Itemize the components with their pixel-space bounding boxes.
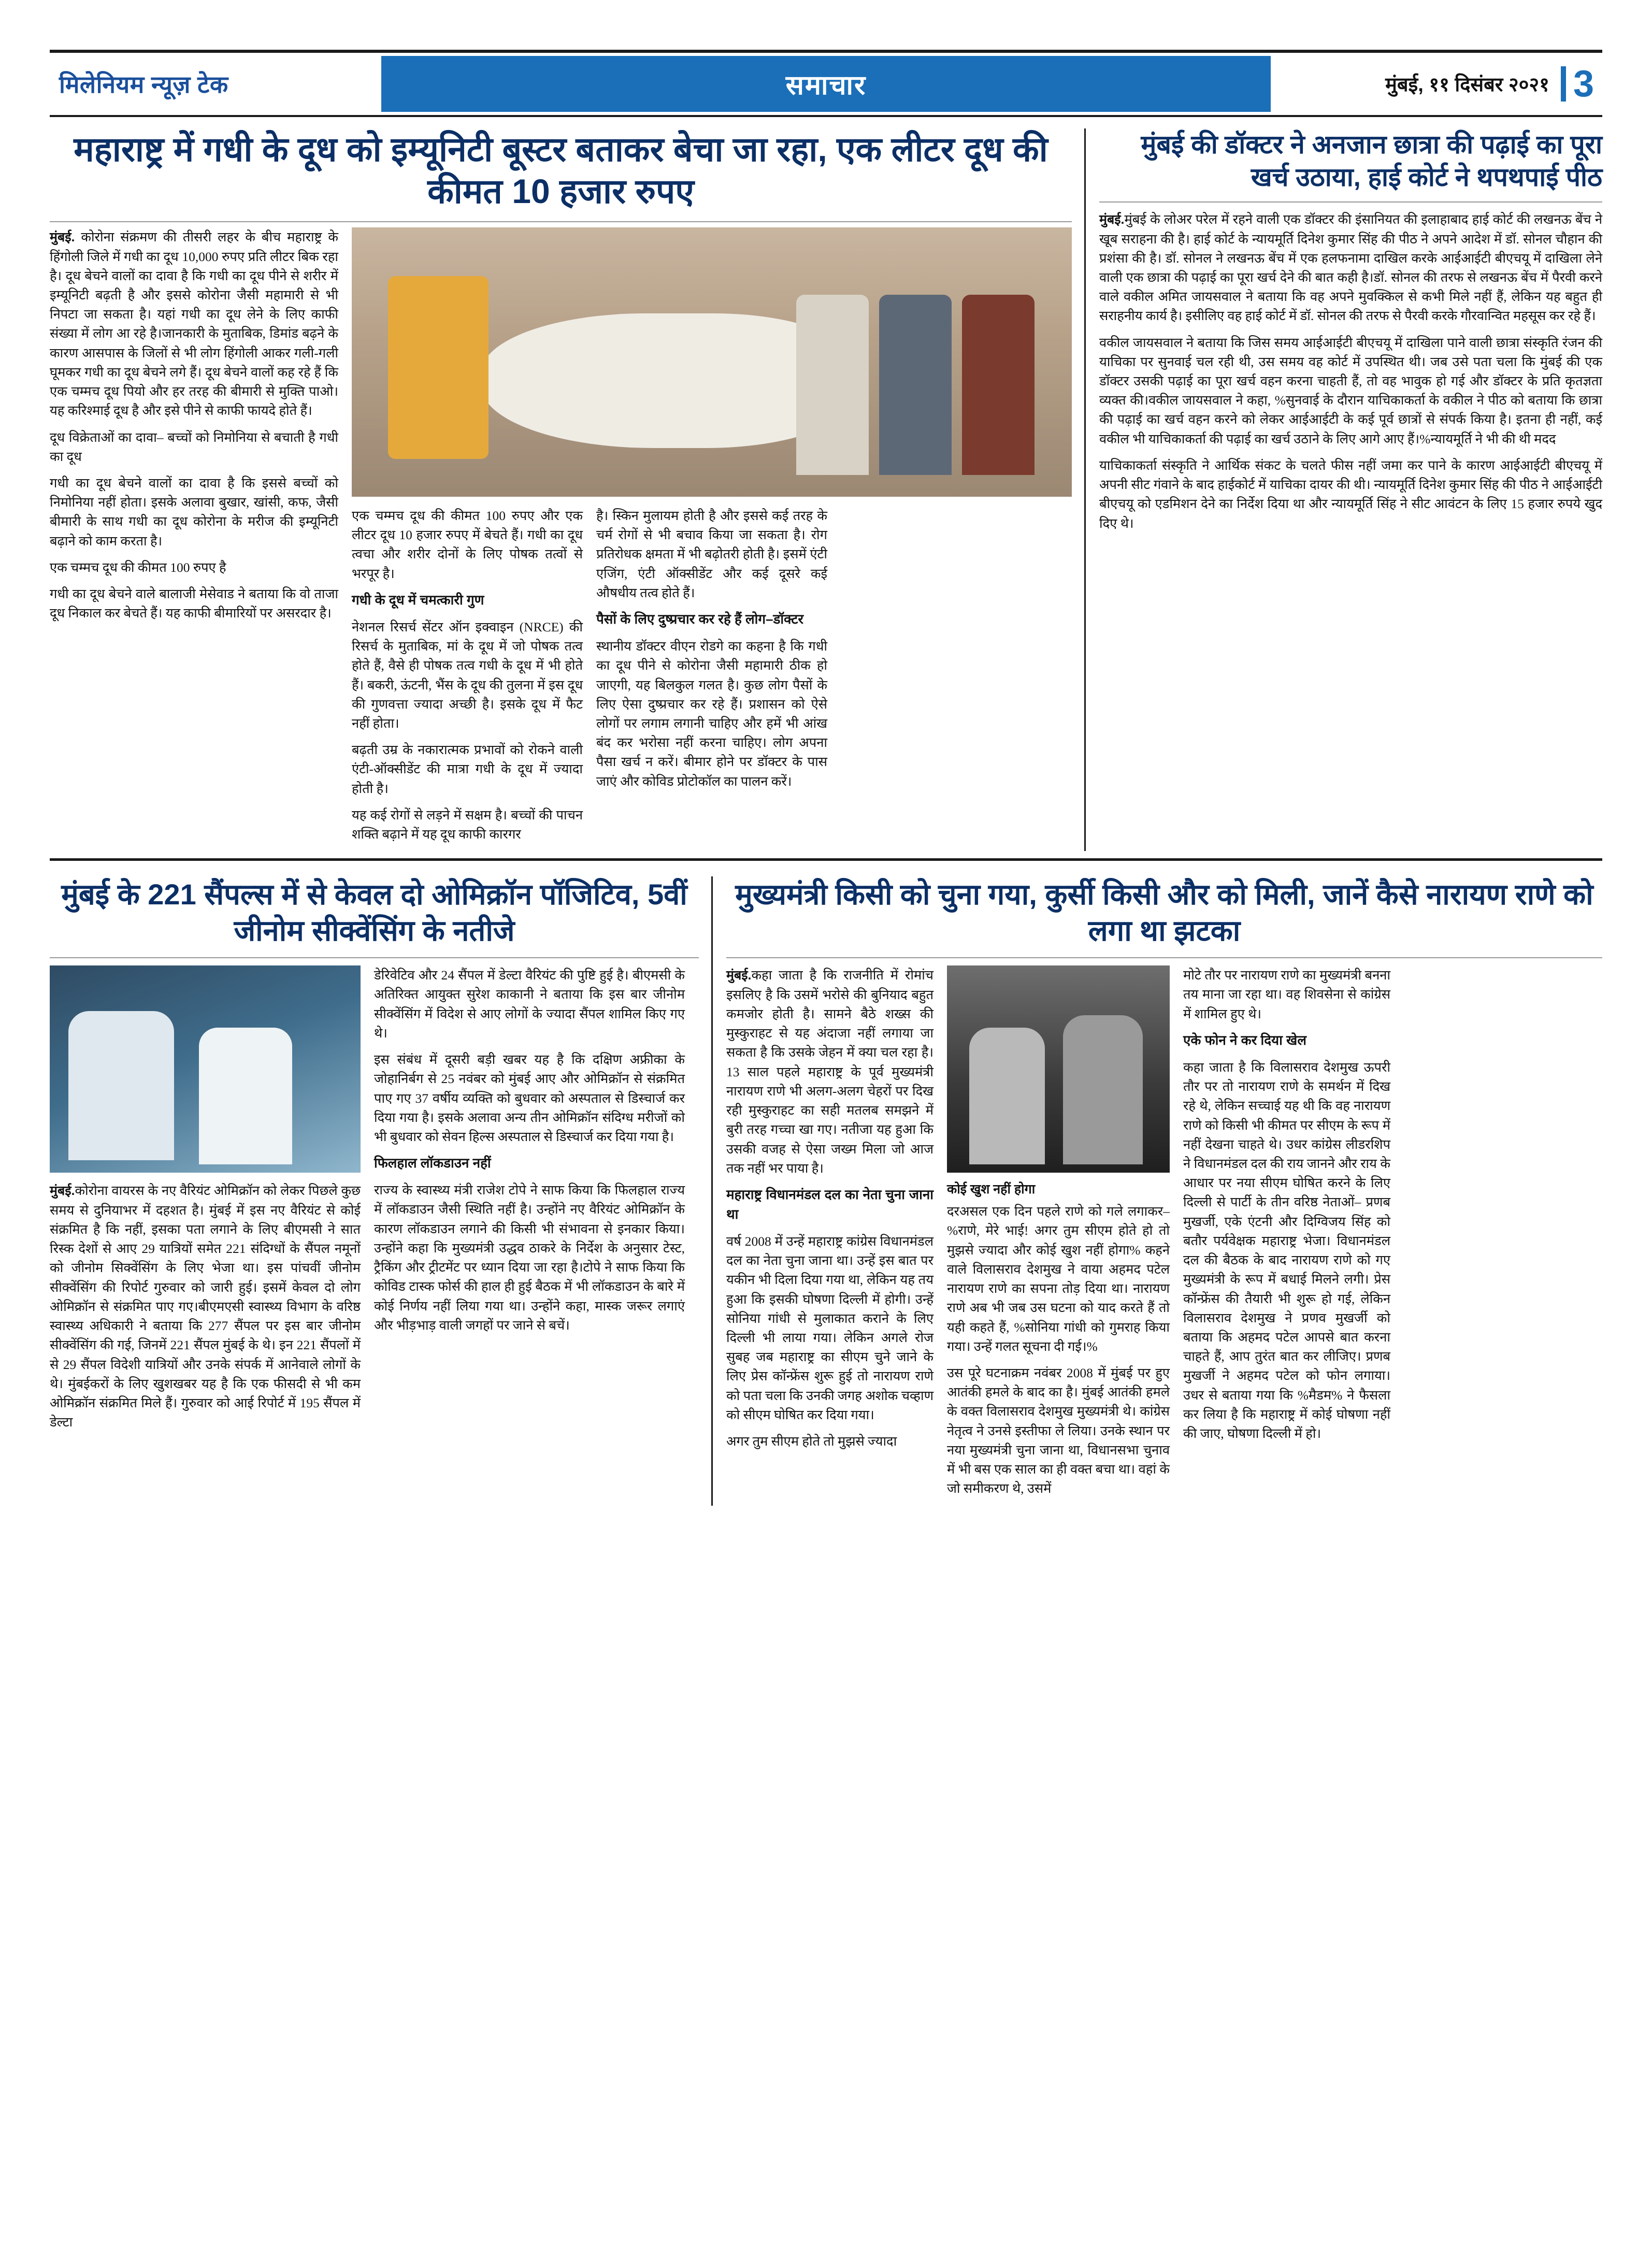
article4-para-2: वर्ष 2008 में उन्हें महाराष्ट्र कांग्रेस विधानमंडल दल का नेता चुना जाना था। उन्हें इस बात पर यकीन भी दिला दिया गया था, लेकिन यह तय हुआ कि इसकी घोषणा दिल्ली में होगी। उन्हें सोनिया गांधी से मुलाकात कराने के लिए दिल्ली भी लाया गया। लेकिन अगले रोज सुबह जब महाराष्ट्र का सीएम चुने जाने के लिए प्रेस कॉन्फ्रेंस शुरू हुई तो नारायण राणे को पता चला कि उनकी जगह अशोक चव्हाण को सीएम घोषित कर दिया गया। — [726, 1233, 933, 1422]
article3-photo-ppe-workers — [50, 965, 361, 1173]
article1-c2-p1: एक चम्मच दूध की कीमत 100 रुपए और एक लीटर दूध 10 हजार रुपए में बेचते हैं। गधी का दूध त्वचा और शरीर दोनों के लिए पोषक तत्वों से भरपूर है। — [352, 508, 583, 581]
article4-para-3: अगर तुम सीएम होते तो मुझसे ज्यादा — [726, 1434, 897, 1449]
article4-headline: मुख्यमंत्री किसी को चुना गया, कुर्सी किसी और को मिली, जानें कैसे नारायण राणे को लगा था झटका — [735, 878, 1593, 947]
publication-logo: मिलेनियम न्यूज़ टेक — [59, 71, 228, 98]
article4-city: मुंबई. — [726, 968, 752, 983]
article4-subhead-2: एके फोन ने कर दिया खेल — [1183, 1032, 1306, 1048]
article1-c3-subhead: पैसों के लिए दुष्प्रचार कर रहे हैं लोग–डॉक्टर — [596, 611, 804, 627]
article1-c3-p2: स्थानीय डॉक्टर वीएन रोडगे का कहना है कि गधी का दूध पीने से कोरोना जैसी महामारी ठीक हो जाएगी, यह बिलकुल गलत है। कुछ लोग पैसों के लिए ऐसा दुष्प्रचार कर रहे हैं। प्रशासन को ऐसे लोगों पर लगाम लगानी चाहिए और हमें भी आंख बंद कर भरोसा नहीं करना चाहिए। लोग अपना पैसा खर्च न करें। बीमार होने पर डॉक्टर के पास जाएं और कोविड प्रोटोकॉल का पालन करें। — [596, 639, 827, 789]
article1-photo-donkey — [352, 227, 1072, 497]
article3-para-1: कोरोना वायरस के नए वैरियंट ओमिक्रॉन को लेकर पिछले कुछ समय से दुनियाभर में दहशत है। मुंबई में इस नए वैरियंट से कोई संक्रमित है कि नहीं, इसका पता लगाने के लिए बीएमसी ने सात रिस्क देशों से आए 29 यात्रियों समेत 221 संदिग्धों के सैंपल नमूनों को जीनोम सिक्वेंसिंग के लिए भेजा था। इस पांचवीं जीनोम सीक्वेंसिंग की रिपोर्ट गुरुवार को जारी हुई। इसमें केवल दो लोग ओमिक्रॉन से संक्रमित पाए गए।बीएमएसी स्वास्थ्य विभाग के वरिष्ठ स्वास्थ्य अधिकारी ने बताया कि 277 सैंपल पर इस बार जीनोम सीक्वेंसिंग की गई, जिनमें 221 सैंपल मुंबई के थे। इन 221 सैंपलों में से 29 सैंपल विदेशी यात्रियों और उनके संपर्क में आनेवाले लोगों के थे। मुंबईकरों के लिए खुशखबर यह है कि एक फीसदी से भी कम ओमिक्रॉन संक्रमित मिले हैं। गुरुवार को आई रिपोर्ट में 195 सैंपल में डेल्टा — [50, 1183, 361, 1430]
article1-sub-columns — [352, 506, 1072, 851]
article4-col-2 — [947, 965, 1170, 1505]
page-number: 3 — [1561, 66, 1594, 102]
article4-c3-p2: कहा जाता है कि विलासराव देशमुख ऊपरी तौर पर तो नारायण राणे के समर्थन में दिख रहे थे, लेकिन सच्चाई यह थी कि वह नारायण राणे को किसी भी कीमत पर सीएम के रूप में नहीं देखना चाहते थे। उधर कांग्रेस लीडरशिप ने विधानमंडल दल की राय जानने और राय के आधार पर नया सीएम घोषित करने के लिए दिल्ली से पार्टी के तीन वरिष्ठ नेताओं– प्रणब मुखर्जी, एके एंटनी और दिग्विजय सिंह को बतौर पर्यवेक्षक महाराष्ट्र भेजा। विधानमंडल दल की बैठक के बाद नारायण राणे को गए मुख्यमंत्री के रूप में बधाई मिलने लगी। प्रेस कॉन्फ्रेंस की तैयारी भी शुरू हो गई, लेकिन विलासराव देशमुख ने प्रणव मुखर्जी को बताया कि अहमद पटेल आपसे बात करना चाहते हैं, आप तुरंत बात कर लीजिए। प्रणब मुखर्जी ने अहमद पटेल को फोन लगाया। उधर से बताया गया कि %मैडम% ने फैसला कर लिया है कि महाराष्ट्र में कोई घोषणा नहीं की जाए, घोषणा दिल्ली में हो। — [1183, 1059, 1390, 1441]
bottom-section — [50, 869, 1602, 1505]
section-title: समाचार — [785, 70, 867, 100]
divider — [1099, 201, 1602, 203]
article1-para-5: गधी का दूध बेचने वाले बालाजी मेसेवाड ने बताया कि वो ताजा दूध निकाल कर बेचते हैं। यह काफी बीमारियों पर असरदार है। — [50, 586, 338, 621]
article4-para-1: कहा जाता है कि राजनीति में रोमांच इसलिए है कि उसमें भरोसे की बुनियाद बहुत कमजोर होती है। सामने बैठे शख्स की मुस्कुराहट से यह अंदाजा नहीं लगाया जा सकता है कि उसके जेहन में क्या चल रहा है। 13 साल पहले महाराष्ट्र के पूर्व मुख्यमंत्री नारायण राणे भी अलग-अलग चेहरों पर दिख रही मुस्कुराहट का सही मतलब समझने में बुरी तरह गच्चा खा गए। नतीजा यह हुआ कि उसकी वजह से ऐसा जख्म मिला जो आज तक नहीं भर पाया है। — [726, 968, 933, 1176]
article4-photo-caption: कोई खुश नहीं होगा — [947, 1182, 1036, 1197]
article3-city: मुंबई. — [50, 1184, 75, 1199]
article1-columns — [50, 227, 1072, 851]
divider — [50, 221, 1072, 222]
article-doctor-fees — [1086, 128, 1602, 851]
article3-col-2 — [374, 965, 685, 1439]
article-donkey-milk — [50, 128, 1086, 851]
article1-col-2 — [352, 506, 583, 851]
article-cm-chair — [713, 876, 1602, 1505]
article2-city: मुंबई. — [1099, 212, 1125, 227]
article1-para-3: गधी का दूध बेचने वालों का दावा है कि इससे बच्चों को निमोनिया नहीं होता। इसके अलावा बुखार, खांसी, कफ, जैसी बीमारी के साथ गधी का दूध कोरोना के मरीज की इम्यूनिटी बढ़ाने को काम करता है। — [50, 475, 338, 549]
masthead — [50, 50, 1602, 117]
article2-para-2: वकील जायसवाल ने बताया कि जिस समय आईआईटी बीएचयू में दाखिला पाने वाली छात्रा संस्कृति रंजन की याचिका पर सुनवाई चल रही थी, उस समय वह कोर्ट में उपस्थित थी। जब उसे पता चला कि मुंबई की एक डॉक्टर उसकी पढ़ाई का पूरा खर्च वहन करना चाहती हैं, तो वह भावुक हो गई और डॉक्टर के प्रति कृतज्ञता व्यक्त की।वकील जायसवाल ने कहा, %सुनवाई के दौरान याचिकाकर्ता के वकील ने पीठ को बताया कि छात्रा की पढ़ाई का खर्च वहन करने को लेकर आईआईटी के कई पूर्व छात्रों से संपर्क किया है। इतना ही नहीं, कई वकील भी याचिकाकर्ता की पढ़ाई का खर्च उठाने के लिए आगे आए हैं।%न्यायमूर्ति ने भी की थी मदद — [1099, 335, 1602, 446]
article1-city: मुंबई. — [50, 230, 75, 245]
top-section — [50, 128, 1602, 851]
article3-lead-para — [50, 1181, 361, 1432]
article1-c2-p3: बढ़ती उम्र के नकारात्मक प्रभावों को रोकने वाली एंटी-ऑक्सीडेंट की मात्रा गधी के दूध में ज्यादा होती है। — [352, 742, 583, 796]
article2-headline: मुंबई की डॉक्टर ने अनजान छात्रा की पढ़ाई का पूरा खर्च उठाया, हाई कोर्ट ने थपथपाई पीठ — [1141, 130, 1602, 192]
masthead-right — [1271, 53, 1602, 115]
article4-c3-p1: मोटे तौर पर नारायण राणे का मुख्यमंत्री बनना तय माना जा रहा था। वह शिवसेना से कांग्रेस में शामिल हुए थे। — [1183, 968, 1390, 1021]
article4-photo-leaders — [947, 965, 1170, 1173]
divider — [726, 957, 1602, 958]
section-divider — [50, 858, 1602, 861]
article1-col-4-spacer — [841, 506, 1072, 851]
article-omicron-samples — [50, 876, 713, 1505]
article3-headline: मुंबई के 221 सैंपल्स में से केवल दो ओमिक्रॉन पॉजिटिव, 5वीं जीनोम सीक्वेंसिंग के नतीजे — [61, 878, 687, 947]
article1-col-1 — [50, 227, 338, 851]
article1-col-wide — [352, 227, 1072, 851]
article3-col-1 — [50, 965, 361, 1439]
article1-c2-subhead: गधी के दूध में चमत्कारी गुण — [352, 592, 484, 608]
article1-headline: महाराष्ट्र में गधी के दूध को इम्यूनिटी बूस्टर बताकर बेचा जा रहा, एक लीटर दूध की कीमत 10 हजार रुपए — [74, 130, 1048, 210]
article1-c3-p1: है। स्किन मुलायम होती है और इससे कई तरह के चर्म रोगों से भी बचाव किया जा सकता है। रोग प्रतिरोधक क्षमता में भी बढ़ोतरी होती है। इसमें एंटी एजिंग, एंटी ऑक्सीडेंट और कई दूसरे कई औषधीय तत्व होते हैं। — [596, 508, 827, 600]
page-inner — [50, 50, 1602, 2217]
article4-c2-p2: उस पूरे घटनाक्रम नवंबर 2008 में मुंबई पर हुए आतंकी हमले के बाद का है। मुंबई आतंकी हमले के वक्त विलासराव देशमुख मुख्यमंत्री थे। कांग्रेस नेतृत्व ने उनसे इस्तीफा ले लिया। उनके स्थान पर नया मुख्यमंत्री चुना जाना था, विधानसभा चुनाव में भी बस एक साल का ही वक्त बचा था। वहां के जो समीकरण थे, उसमें — [947, 1365, 1170, 1496]
article2-para-1: मुंबई के लोअर परेल में रहने वाली एक डॉक्टर की इंसानियत की इलाहाबाद हाई कोर्ट की लखनऊ बेंच ने खूब सराहना की है। हाई कोर्ट के न्यायमूर्ति दिनेश कुमार सिंह की पीठ ने अपने आदेश में डॉ. सोनल चौहान की प्रशंसा की है। डॉ. सोनल ने लखनऊ बेंच में एक हलफनामा दाखिल करके आईआईटी बीएचयू में दाखिला लेने वाली एक छात्रा की पढ़ाई का पूरा खर्च देने की बात कही है।डॉ. सोनल की तरफ से लखनऊ बेंच में पैरवी करने वाले वकील अमित जायसवाल ने बताया कि वह अपने मुवक्किल से कभी मिले नहीं हैं, लेकिन यह बहुत ही सराहनीय कार्य है। इसीलिए वह हाई कोर्ट में डॉ. सोनल की तरफ से पैरवी करके गौरवान्वित महसूस कर रहे हैं। — [1099, 212, 1602, 324]
article1-para-4: एक चम्मच दूध की कीमत 100 रुपए है — [50, 559, 226, 575]
article1-lead-para — [50, 227, 338, 420]
section-banner — [381, 56, 1271, 112]
article1-col-3 — [596, 506, 827, 851]
article4-col-1 — [726, 965, 933, 1505]
article2-lead-para — [1099, 210, 1602, 326]
article3-c2-p1: डेरिवेटिव और 24 सैंपल में डेल्टा वैरियंट की पुष्टि हुई है। बीएमसी के अतिरिक्त आयुक्त सुरेश काकानी ने बताया कि इस बार जीनोम सीक्वेंसिंग में विदेश से आए लोगों के ज्यादा सैंपल शामिल किए गए थे। — [374, 968, 685, 1041]
article3-columns — [50, 965, 699, 1439]
article2-para-3: याचिकाकर्ता संस्कृति ने आर्थिक संकट के चलते फीस नहीं जमा कर पाने के कारण आईआईटी बीएचयू में अपनी सीट गंवाने के बाद हाईकोर्ट में याचिका दायर की थी। न्यायमूर्ति दिनेश कुमार सिंह की पीठ ने आईआईटी बीएचयू को एडमिशन देने का निर्देश दिया था और न्यायमूर्ति सिंह ने सीट आवंटन के लिए 15 हजार रुपये खुद दिए थे। — [1099, 457, 1602, 531]
article1-para-1: कोरोना संक्रमण की तीसरी लहर के बीच महाराष्ट्र के हिंगोली जिले में गधी का दूध 10,000 रुपए प्रति लीटर बिक रहा है। दूध बेचने वालों का दावा है कि गधी का दूध पीने से शरीर में इम्यूनिटी बढ़ती है और इससे कोरोना जैसी महामारी से भी निपटा जा सकता है। यहां गधी का दूध लेने के लिए काफी संख्या में लोग आ रहे है।जानकारी के मुताबिक, डिमांड बढ़ने के कारण आसपास के जिलों से भी लोग हिंगोली आकर गली-गली घूमकर गधी का दूध बेचने लगे हैं। दूध बेचने वालों कह रहे हैं कि एक चम्मच दूध पियो और हर तरह की बीमारी से मुक्ति पाओ। यह करिश्माई दूध है और इसे पीने से काफी फायदे होते हैं। — [50, 229, 338, 419]
article4-col-3 — [1183, 965, 1390, 1505]
article4-lead-para — [726, 965, 933, 1178]
article1-c2-p2: नेशनल रिसर्च सेंटर ऑन इक्वाइन (NRCE) की रिसर्च के मुताबिक, मां के दूध में जो पोषक तत्व होते हैं, वैसे ही पोषक तत्व गधी के दूध में भी होते हैं। बकरी, ऊंटनी, भैंस के दूध की तुलना में इस दूध की गुणवत्ता ज्यादा अच्छी है। इसके दूध में फैट नहीं होता। — [352, 619, 583, 731]
article1-c2-p4: यह कई रोगों से लड़ने में सक्षम है। बच्चों की पाचन शक्ति बढ़ाने में यह दूध काफी कारगर — [352, 807, 583, 842]
article3-c2-p3: राज्य के स्वास्थ्य मंत्री राजेश टोपे ने साफ किया कि फिलहाल राज्य में लॉकडाउन जैसी स्थिति नहीं है। उन्होंने नए वैरियंट ओमिक्रॉन के कारण लॉकडाउन लगाने की किसी भी संभावना से इनकार किया। उन्होंने कहा कि मुख्यमंत्री उद्धव ठाकरे के निर्देश के अनुसार टेस्ट, ट्रैकिंग और ट्रीटमेंट पर ध्यान दिया जा रहा है।टोपे ने साफ किया कि कोविड टास्क फोर्स की हाल ही हुई बैठक में भी लॉकडाउन के बारे में कोई निर्णय नहीं लिया गया था। उन्होंने कहा, मास्क जरूर लगाएं और भीड़भाड़ वाली जगहों पर जाने से बचें। — [374, 1183, 685, 1333]
article3-c2-p2: इस संबंध में दूसरी बड़ी खबर यह है कि दक्षिण अफ्रीका के जोहानिर्बग से 25 नवंबर को मुंबई आए और ओमिक्रॉन से संक्रमित पाए गए 37 वर्षीय व्यक्ति को बुधवार को अस्पताल से डिस्चार्ज कर दिया गया है। इसके अलावा अन्य तीन ओमिक्रॉन संदिग्ध मरीजों को भी बुधवार को सेवन हिल्स अस्पताल से डिस्चार्ज कर दिया गया है। — [374, 1052, 685, 1145]
article4-c2-p1: दरअसल एक दिन पहले राणे को गले लगाकर– %राणे, मेरे भाई! अगर तुम सीएम होते हो तो मुझसे ज्यादा और कोई खुश नहीं होगा% कहने वाले विलासराव देशमुख ने वाया अहमद पटेल नारायण राणे का सपना तोड़ दिया था। नारायण राणे अब भी जब उस घटना को याद करते हैं तो यही कहते हैं, %सोनिया गांधी को गुमराह किया गया। उन्हें गलत सूचना दी गई।% — [947, 1204, 1170, 1354]
photo-figures — [791, 265, 1050, 475]
article4-subhead-1: महाराष्ट्र विधानमंडल दल का नेता चुना जाना था — [726, 1186, 933, 1222]
article4-columns — [726, 965, 1602, 1505]
article1-para-2: दूध विक्रेताओं का दावा– बच्चों को निमोनिया से बचाती है गधी का दूध — [50, 429, 338, 464]
article3-c2-subhead: फिलहाल लॉकडाउन नहीं — [374, 1155, 491, 1171]
divider — [50, 957, 699, 958]
dateline: मुंबई, ११ दिसंबर २०२१ — [1385, 74, 1549, 96]
masthead-left — [50, 53, 381, 115]
